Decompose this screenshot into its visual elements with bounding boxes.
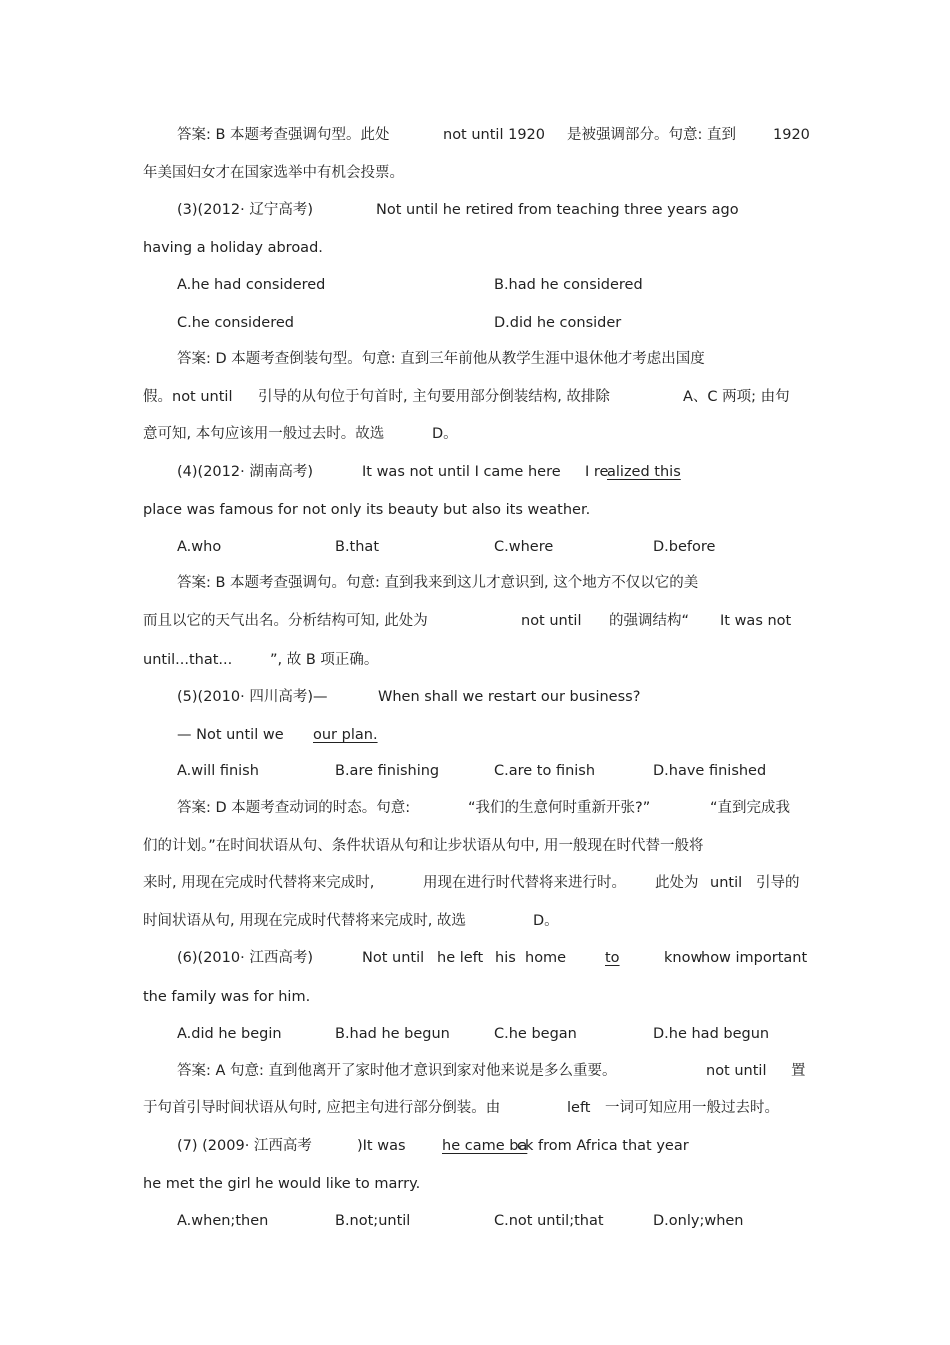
text-run: left bbox=[567, 1100, 591, 1116]
question-number: (7) (2009· 江西高考 bbox=[177, 1138, 312, 1154]
question-text: )It was bbox=[357, 1138, 406, 1154]
option-d: D.before bbox=[653, 539, 716, 555]
text-run: “直到完成我 bbox=[710, 800, 791, 816]
option-c: C.he began bbox=[494, 1026, 577, 1042]
question-text: his bbox=[495, 950, 516, 966]
option-b: B.had he considered bbox=[494, 277, 643, 293]
answer-line: 而且以它的天气出名。分析结构可知, 此处为 bbox=[143, 613, 428, 629]
answer-line: 答案: B 本题考查强调句。句意: 直到我来到这儿才意识到, 这个地方不仅以它的美 bbox=[177, 575, 699, 591]
underlined-text: to bbox=[605, 950, 620, 966]
answer-line: 来时, 用现在完成时代替将来完成时, bbox=[143, 875, 375, 891]
question-text: he met the girl he would like to marry. bbox=[143, 1176, 421, 1192]
question-text: how important bbox=[701, 950, 808, 966]
answer-line: 答案: A 句意: 直到他离开了家时他才意识到家对他来说是多么重要。 bbox=[177, 1063, 617, 1079]
text-run: I re bbox=[585, 464, 609, 480]
question-number: (6)(2010· 江西高考) bbox=[177, 950, 313, 966]
question-number: (4)(2012· 湖南高考) bbox=[177, 464, 313, 480]
option-c: C.where bbox=[494, 539, 554, 555]
option-b: B.are finishing bbox=[335, 763, 440, 779]
question-text: Not until he retired from teaching three years ago bbox=[376, 202, 739, 218]
question-text: he left bbox=[437, 950, 484, 966]
answer-line: 们的计划。”在时间状语从句、条件状语从句和让步状语从句中, 用一般现在时代替一般将 bbox=[143, 838, 704, 854]
option-d: D.have finished bbox=[653, 763, 767, 779]
question-text: When shall we restart our business? bbox=[378, 689, 641, 705]
answer-line: 答案: D 本题考查倒装句型。句意: 直到三年前他从教学生涯中退休他才考虑出国度 bbox=[177, 351, 705, 367]
text-run: D。 bbox=[533, 913, 559, 929]
question-text: home bbox=[525, 950, 567, 966]
option-d: D.did he consider bbox=[494, 315, 622, 331]
question-text: Not until bbox=[362, 950, 425, 966]
option-c: C.not until;that bbox=[494, 1213, 604, 1229]
text-run: 引导的从句位于句首时, 主句要用部分倒装结构, 故排除 bbox=[258, 389, 610, 405]
answer-line: until...that... bbox=[143, 652, 233, 668]
question-text: — Not until we bbox=[177, 727, 284, 743]
option-d: D.he had begun bbox=[653, 1026, 770, 1042]
answer-line: 假。not until bbox=[143, 389, 233, 405]
underlined-text: alized this bbox=[607, 464, 681, 480]
answer-line: 于句首引导时间状语从句时, 应把主句进行部分倒装。由 bbox=[143, 1100, 501, 1116]
underlined-text: he came ba bbox=[442, 1138, 528, 1154]
answer-line: 答案: B 本题考查强调句型。此处 bbox=[177, 127, 390, 143]
answer-line: 年美国妇女才在国家选举中有机会投票。 bbox=[143, 165, 404, 181]
underlined-text: our plan. bbox=[313, 727, 378, 743]
text-run: D。 bbox=[432, 426, 458, 442]
option-a: A.did he begin bbox=[177, 1026, 282, 1042]
answer-line: 答案: D 本题考查动词的时态。句意: bbox=[177, 800, 411, 816]
answer-line: 意可知, 本句应该用一般过去时。故选 bbox=[143, 426, 385, 442]
question-text: know bbox=[664, 950, 703, 966]
text-run: 的强调结构“ bbox=[609, 613, 690, 629]
text-run: 是被强调部分。句意: 直到 bbox=[567, 127, 736, 143]
text-run: until bbox=[710, 875, 743, 891]
text-run: It was not bbox=[720, 613, 792, 629]
option-b: B.not;until bbox=[335, 1213, 411, 1229]
text-run: 用现在进行时代替将来进行时。 bbox=[423, 875, 626, 891]
question-text: It was not until I came here bbox=[362, 464, 561, 480]
question-number: (5)(2010· 四川高考)— bbox=[177, 689, 328, 705]
question-text: having a holiday abroad. bbox=[143, 240, 323, 256]
option-a: A.will finish bbox=[177, 763, 259, 779]
text-run: 此处为 bbox=[655, 875, 699, 891]
text-run: 置 bbox=[791, 1063, 806, 1079]
text-run: not until 1920 bbox=[443, 127, 545, 143]
text-run: 1920 bbox=[773, 127, 810, 143]
option-a: A.when;then bbox=[177, 1213, 269, 1229]
option-c: C.he considered bbox=[177, 315, 294, 331]
option-c: C.are to finish bbox=[494, 763, 596, 779]
text-run: not until bbox=[521, 613, 582, 629]
option-b: B.had he begun bbox=[335, 1026, 450, 1042]
text-run: 一词可知应用一般过去时。 bbox=[605, 1100, 779, 1116]
question-text: place was famous for not only its beauty but also its weather. bbox=[143, 502, 591, 518]
text-run: 引导的 bbox=[756, 875, 800, 891]
question-text: the family was for him. bbox=[143, 989, 311, 1005]
text-run: not until bbox=[706, 1063, 767, 1079]
option-b: B.that bbox=[335, 539, 380, 555]
question-text: ck from Africa that year bbox=[517, 1138, 689, 1154]
answer-line: 时间状语从句, 用现在完成时代替将来完成时, 故选 bbox=[143, 913, 466, 929]
option-d: D.only;when bbox=[653, 1213, 744, 1229]
question-number: (3)(2012· 辽宁高考) bbox=[177, 202, 313, 218]
text-run: ”, 故 B 项正确。 bbox=[270, 652, 379, 668]
option-a: A.who bbox=[177, 539, 222, 555]
text-run: A、C 两项; 由句 bbox=[683, 389, 790, 405]
text-run: “我们的生意何时重新开张?” bbox=[468, 800, 651, 816]
option-a: A.he had considered bbox=[177, 277, 326, 293]
